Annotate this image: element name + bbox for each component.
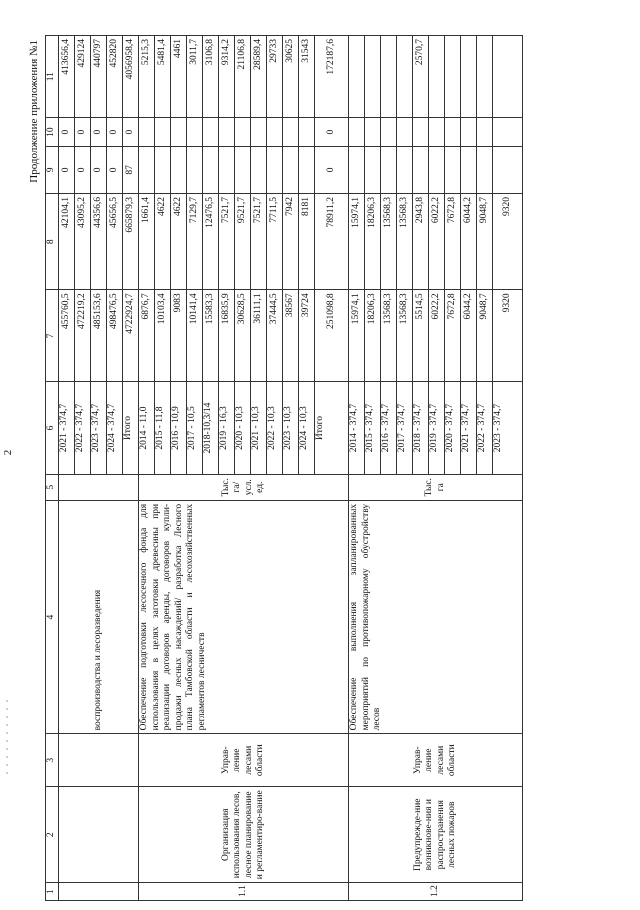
- s11-value-c6: 2014 - 11,0: [139, 382, 155, 474]
- s12-value-c9: [365, 146, 381, 193]
- s12-value-c8: 13568,3: [397, 193, 413, 289]
- s12-value-c7: 13568,3: [381, 290, 397, 382]
- s11-value-c11: 3011,7: [187, 36, 203, 118]
- s11-value-c9: [299, 146, 315, 193]
- s11-value-c6: 2021 - 10,3: [251, 382, 267, 474]
- s11-value-c8: 12476,5: [203, 193, 219, 289]
- s11-value-c7: 30628,5: [235, 290, 251, 382]
- s12-value-c7: 9048,7: [477, 290, 493, 382]
- s11-value-c7: 38567: [283, 290, 299, 382]
- s11-name: Организация использования лесов, лесное планирование и регламентиро-вание: [139, 787, 349, 883]
- page-number: 2: [2, 449, 14, 456]
- top-value-c7: 4722924,7: [123, 290, 139, 382]
- s11-value-c8: 7521,7: [251, 193, 267, 289]
- s12-value-c8: 9048,7: [477, 193, 493, 289]
- s11-value-c10: [267, 118, 283, 147]
- s11-value-c8: 8181: [299, 193, 315, 289]
- s11-value-c10: [235, 118, 251, 147]
- s12-value-c10: [381, 118, 397, 147]
- s12-row: [349, 36, 365, 901]
- s11-value-c6: 2015 - 11,8: [155, 382, 171, 474]
- header-cell: 1: [46, 883, 59, 901]
- top-value-c10: 0: [75, 118, 91, 147]
- s11-value-c6: 2019 - 16,3: [219, 382, 235, 474]
- s11-value-c8: 7942: [283, 193, 299, 289]
- top-value-c7: 472219,2: [75, 290, 91, 382]
- s11-value-c9: [251, 146, 267, 193]
- top-value-c9: 87: [123, 146, 139, 193]
- s11-value-c6: 2022 - 10,3: [267, 382, 283, 474]
- top-name-cell: [59, 787, 139, 883]
- continuation-caption: Продолжение приложения №1: [28, 40, 40, 183]
- s11-value-c8: 4622: [171, 193, 187, 289]
- top-value-c11: 4056958,4: [123, 36, 139, 118]
- s11-value-c7: 39724: [299, 290, 315, 382]
- s11-value-c9: [187, 146, 203, 193]
- s11-value-c6: 2023 - 10,3: [283, 382, 299, 474]
- s11-value-c8: 1661,4: [139, 193, 155, 289]
- header-cell: 8: [46, 193, 59, 289]
- s12-value-c8: 6044,2: [461, 193, 477, 289]
- s12-value-c10: [365, 118, 381, 147]
- s12-value-c11: [397, 36, 413, 118]
- s11-total-c11: 172187,6: [315, 36, 349, 118]
- top-value-c8: 665879,3: [123, 193, 139, 289]
- s12-value-c11: [365, 36, 381, 118]
- s12-value-c11: [381, 36, 397, 118]
- s12-value-c6: 2023 - 374,7: [493, 382, 523, 474]
- top-unit-cell: [59, 474, 139, 500]
- s11-value-c11: 3106,8: [203, 36, 219, 118]
- top-value-c7: 485153,6: [91, 290, 107, 382]
- s11-value-c11: 30625: [283, 36, 299, 118]
- s11-value-c7: 6876,7: [139, 290, 155, 382]
- top-value-c10: 0: [123, 118, 139, 147]
- top-value-c6: 2023 - 374,7: [91, 382, 107, 474]
- s11-value-c10: [283, 118, 299, 147]
- s11-value-c9: [203, 146, 219, 193]
- top-value-c6: Итого: [123, 382, 139, 474]
- s12-event: Обеспечение выполнения запланированных мероприятий по противопожарному обустройству лесов: [349, 500, 523, 734]
- s12-value-c6: 2022 - 374,7: [477, 382, 493, 474]
- s12-value-c7: 5514,5: [413, 290, 429, 382]
- header-cell: 9: [46, 146, 59, 193]
- s11-value-c9: [283, 146, 299, 193]
- s11-value-c9: [155, 146, 171, 193]
- s11-value-c7: 10141,4: [187, 290, 203, 382]
- top-value-c8: 43095,2: [75, 193, 91, 289]
- s12-value-c6: 2019 - 374,7: [429, 382, 445, 474]
- top-value-c6: 2021 - 374,7: [59, 382, 75, 474]
- top-value-c10: 0: [59, 118, 75, 147]
- s11-value-c6: 2018-10,3/14: [203, 382, 219, 474]
- s12-value-c9: [461, 146, 477, 193]
- header-cell: 2: [46, 787, 59, 883]
- s12-name: Предупрежде-ние возникнове-ния и распространения лесных пожаров: [349, 787, 523, 883]
- s12-value-c8: 6022,2: [429, 193, 445, 289]
- s12-value-c11: [349, 36, 365, 118]
- s12-value-c8: 13568,3: [381, 193, 397, 289]
- table-body: [46, 36, 523, 901]
- s11-value-c11: 21106,8: [235, 36, 251, 118]
- s12-value-c11: [429, 36, 445, 118]
- s11-value-c10: [251, 118, 267, 147]
- s12-value-c8: 7672,8: [445, 193, 461, 289]
- s12-value-c9: [445, 146, 461, 193]
- s11-number: 1.1: [139, 883, 349, 901]
- top-value-c8: 42104,1: [59, 193, 75, 289]
- top-value-c10: 0: [91, 118, 107, 147]
- s12-value-c11: [445, 36, 461, 118]
- s12-value-c11: [493, 36, 523, 118]
- s11-value-c8: 7521,7: [219, 193, 235, 289]
- s12-value-c7: 7672,8: [445, 290, 461, 382]
- s11-event: Обеспечение подготовки лесосечного фонда для использования в целях заготовки древесины при реализации договоров аренды, договоров купли-продажи лесных насаждений/ разработка Лесного плана Тамбовской области и лесохозяйственных регламентов лесничеств: [139, 500, 349, 734]
- header-cell: 11: [46, 36, 59, 118]
- s11-value-c11: 4461: [171, 36, 187, 118]
- s11-value-c9: [219, 146, 235, 193]
- s11-value-c10: [299, 118, 315, 147]
- top-value-c8: 45656,5: [107, 193, 123, 289]
- s11-total-c7: 251098,8: [315, 290, 349, 382]
- s11-value-c11: 31543: [299, 36, 315, 118]
- s12-value-c10: [445, 118, 461, 147]
- s11-value-c10: [155, 118, 171, 147]
- s11-value-c11: 5481,4: [155, 36, 171, 118]
- s11-value-c7: 9083: [171, 290, 187, 382]
- top-value-c9: 0: [91, 146, 107, 193]
- s11-unit: Тыс. га/ усл. ед.: [139, 474, 349, 500]
- s11-value-c9: [171, 146, 187, 193]
- s11-value-c11: 5215,3: [139, 36, 155, 118]
- top-value-c9: 0: [107, 146, 123, 193]
- top-value-c7: 498476,5: [107, 290, 123, 382]
- top-value-c11: 452820: [107, 36, 123, 118]
- s12-value-c7: 6022,2: [429, 290, 445, 382]
- s11-value-c11: 29733: [267, 36, 283, 118]
- s11-value-c6: 2017 - 10,5: [187, 382, 203, 474]
- s11-value-c9: [139, 146, 155, 193]
- s12-value-c6: 2020 - 374,7: [445, 382, 461, 474]
- s12-value-c6: 2018 - 374,7: [413, 382, 429, 474]
- s12-value-c9: [477, 146, 493, 193]
- top-value-c6: 2022 - 374,7: [75, 382, 91, 474]
- s11-value-c7: 10103,4: [155, 290, 171, 382]
- s12-executor: Управ-ление лесами области: [349, 734, 523, 787]
- s11-value-c6: 2016 - 10,9: [171, 382, 187, 474]
- s12-value-c11: [461, 36, 477, 118]
- top-num-cell: [59, 883, 139, 901]
- header-cell: 7: [46, 290, 59, 382]
- top-value-c11: 429124: [75, 36, 91, 118]
- s11-row: [139, 36, 155, 901]
- top-event-cell: воспроизводства и лесоразведения: [59, 500, 139, 734]
- header-row: [46, 36, 59, 901]
- header-cell: 6: [46, 382, 59, 474]
- header-cell: 3: [46, 734, 59, 787]
- s12-value-c7: 15974,1: [349, 290, 365, 382]
- s11-value-c10: [203, 118, 219, 147]
- top-value-c10: 0: [107, 118, 123, 147]
- s12-value-c10: [397, 118, 413, 147]
- s12-value-c10: [429, 118, 445, 147]
- s11-value-c10: [139, 118, 155, 147]
- s12-number: 1.2: [349, 883, 523, 901]
- s11-total-c8: 78911,2: [315, 193, 349, 289]
- s12-value-c6: 2016 - 374,7: [381, 382, 397, 474]
- s11-value-c9: [235, 146, 251, 193]
- s12-value-c7: 18206,3: [365, 290, 381, 382]
- s11-value-c10: [219, 118, 235, 147]
- s12-value-c6: 2014 - 374,7: [349, 382, 365, 474]
- s11-value-c10: [187, 118, 203, 147]
- s11-value-c6: 2020 - 10,3: [235, 382, 251, 474]
- s12-value-c6: 2015 - 374,7: [365, 382, 381, 474]
- top-row: [59, 36, 75, 901]
- s12-value-c6: 2017 - 374,7: [397, 382, 413, 474]
- s12-value-c10: [413, 118, 429, 147]
- s11-value-c8: 4622: [155, 193, 171, 289]
- s12-value-c7: 13568,3: [397, 290, 413, 382]
- top-value-c11: 413656,4: [59, 36, 75, 118]
- s11-value-c8: 9521,7: [235, 193, 251, 289]
- s11-total-c9: 0: [315, 146, 349, 193]
- s12-value-c9: [413, 146, 429, 193]
- s12-unit: Тыс. га: [349, 474, 523, 500]
- s12-value-c9: [429, 146, 445, 193]
- top-exec-cell: [59, 734, 139, 787]
- s12-value-c9: [349, 146, 365, 193]
- s12-value-c7: 6044,2: [461, 290, 477, 382]
- s11-value-c7: 16835,9: [219, 290, 235, 382]
- top-value-c6: 2024 - 374,7: [107, 382, 123, 474]
- s11-value-c11: 9314,2: [219, 36, 235, 118]
- s11-executor: Управ-ление лесами области: [139, 734, 349, 787]
- header-cell: 5: [46, 474, 59, 500]
- s11-value-c9: [267, 146, 283, 193]
- s11-value-c11: 28589,4: [251, 36, 267, 118]
- s12-value-c8: 18206,3: [365, 193, 381, 289]
- top-value-c9: 0: [59, 146, 75, 193]
- s12-value-c10: [477, 118, 493, 147]
- s12-value-c10: [461, 118, 477, 147]
- header-cell: 10: [46, 118, 59, 147]
- s11-value-c8: 7129,7: [187, 193, 203, 289]
- s11-value-c7: 37444,5: [267, 290, 283, 382]
- s11-value-c8: 7711,5: [267, 193, 283, 289]
- s12-value-c8: 15974,1: [349, 193, 365, 289]
- s12-value-c11: [477, 36, 493, 118]
- s12-value-c9: [397, 146, 413, 193]
- s12-value-c9: [493, 146, 523, 193]
- s12-value-c8: 9320: [493, 193, 523, 289]
- s12-value-c8: 2943,8: [413, 193, 429, 289]
- s12-value-c10: [349, 118, 365, 147]
- s11-value-c7: 36111,1: [251, 290, 267, 382]
- s11-value-c7: 15583,3: [203, 290, 219, 382]
- header-cell: 4: [46, 500, 59, 734]
- s12-value-c9: [381, 146, 397, 193]
- top-value-c7: 455760,5: [59, 290, 75, 382]
- s12-value-c11: 2570,7: [413, 36, 429, 118]
- s12-value-c7: 9320: [493, 290, 523, 382]
- s11-value-c6: 2024 - 10,3: [299, 382, 315, 474]
- s12-value-c6: 2021 - 374,7: [461, 382, 477, 474]
- s12-value-c10: [493, 118, 523, 147]
- program-table: [45, 35, 523, 901]
- s11-value-c10: [171, 118, 187, 147]
- top-value-c9: 0: [75, 146, 91, 193]
- top-value-c8: 44356,6: [91, 193, 107, 289]
- s11-total-c6: Итого: [315, 382, 349, 474]
- s11-total-c10: 0: [315, 118, 349, 147]
- top-value-c11: 440797: [91, 36, 107, 118]
